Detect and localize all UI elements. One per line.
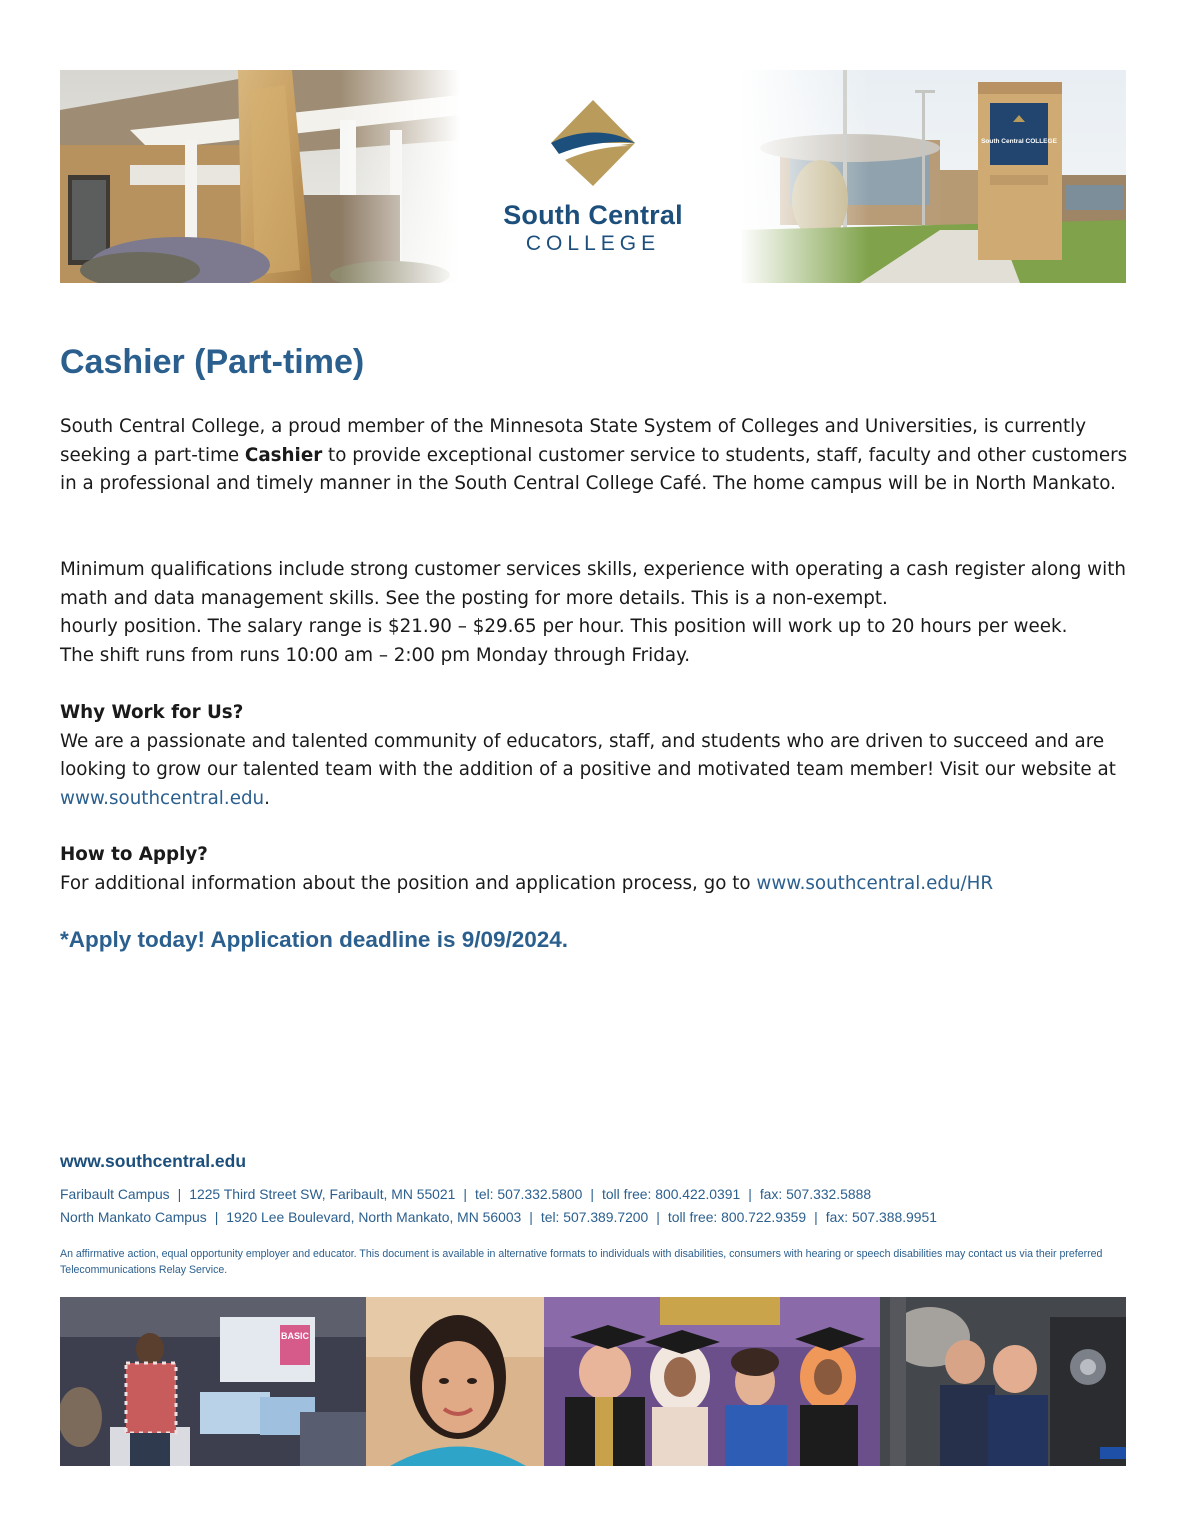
separator: | <box>177 1186 182 1202</box>
campus-name: North Mankato Campus <box>60 1209 207 1225</box>
faribault-campus-info <box>60 1184 871 1204</box>
intro-text: South Central College, a proud member of the Minnesota State System of Colleges and Universities, is currently seeking a part-time <box>60 416 1087 466</box>
page-title: Cashier (Part-time) <box>60 343 365 381</box>
qualifications-line: Minimum qualifications include strong customer services skills, experience with operating a cash register along with math and data management skills. See the posting for more details. This is a non-exempt. <box>60 559 1126 609</box>
sign-text: South Central COLLEGE <box>981 138 1057 145</box>
how-to-apply-text <box>60 870 1130 899</box>
why-work-period: . <box>264 787 270 809</box>
brand-name: South Central <box>503 200 683 230</box>
footer-website-link[interactable]: www.southcentral.edu <box>60 1151 247 1171</box>
why-work-heading: Why Work for Us? <box>60 702 244 723</box>
why-work-section <box>60 699 1130 813</box>
campus-toll-free: toll free: 800.722.9359 <box>667 1209 807 1225</box>
salary-line: hourly position. The salary range is $21.90 – $29.65 per hour. This position will work up to 20 hours per week. <box>60 616 1068 637</box>
campus-tel: tel: 507.389.7200 <box>540 1209 649 1225</box>
position-name: Cashier <box>244 444 323 466</box>
campus-name: Faribault Campus <box>60 1186 170 1202</box>
brand-subtitle: COLLEGE <box>525 232 661 255</box>
qualifications-paragraph <box>60 556 1130 670</box>
website-link[interactable]: www.southcentral.edu <box>60 787 265 809</box>
shift-line: The shift runs from runs 10:00 am – 2:00 pm Monday through Friday. <box>60 644 691 666</box>
separator: | <box>590 1186 594 1202</box>
why-work-body: We are a passionate and talented community of educators, staff, and students who are driven to succeed and are looking to grow our talented team with the addition of a positive and motivated team member! Visit our website at <box>60 730 1116 780</box>
north-mankato-campus-info <box>60 1207 937 1227</box>
computer-lab-photo <box>60 1297 366 1466</box>
why-work-text <box>60 728 1130 814</box>
separator: | <box>656 1209 660 1225</box>
separator: | <box>214 1209 219 1225</box>
left-campus-photo <box>60 70 460 283</box>
campus-fax: fax: 507.332.5888 <box>759 1186 872 1202</box>
separator: | <box>748 1186 752 1202</box>
how-to-apply-section <box>60 841 1130 898</box>
separator: | <box>463 1186 467 1202</box>
college-logo <box>440 200 746 257</box>
separator: | <box>814 1209 818 1225</box>
screen-text: BASIC <box>280 1331 310 1341</box>
how-to-apply-heading: How to Apply? <box>60 844 208 865</box>
intro-text-continued: to provide exceptional customer service to students, staff, faculty and other customers in a professional and timely manner in the South Central College Café. The home campus will be in North Mankato. <box>60 444 1128 494</box>
campus-address: 1225 Third Street SW, Faribault, MN 55021 <box>189 1186 456 1202</box>
technical-lab-photo <box>880 1297 1126 1466</box>
right-campus-photo <box>740 70 1126 283</box>
graduation-photo <box>544 1297 880 1466</box>
footer-photos <box>60 1297 1126 1466</box>
intro-paragraph <box>60 413 1130 499</box>
separator: | <box>529 1209 533 1225</box>
hr-link[interactable]: www.southcentral.edu/HR <box>756 872 994 894</box>
legal-notice: An affirmative action, equal opportunity employer and educator. This document is available in alternative formats to individuals with disabilities, consumers with hearing or speech disabilities may contact us via their preferred Telecommunications Relay Service. <box>60 1248 1103 1276</box>
campus-address: 1920 Lee Boulevard, North Mankato, MN 56003 <box>226 1209 522 1225</box>
campus-tel: tel: 507.332.5800 <box>474 1186 583 1202</box>
student-portrait-photo <box>366 1297 544 1466</box>
campus-toll-free: toll free: 800.422.0391 <box>601 1186 741 1202</box>
how-to-apply-body: For additional information about the position and application process, go to <box>60 872 757 894</box>
application-deadline: *Apply today! Application deadline is 9/09/2024. <box>60 927 569 952</box>
campus-fax: fax: 507.388.9951 <box>825 1209 937 1225</box>
footer-photo-strip <box>60 1297 1126 1466</box>
college-logo-icon <box>551 100 635 186</box>
